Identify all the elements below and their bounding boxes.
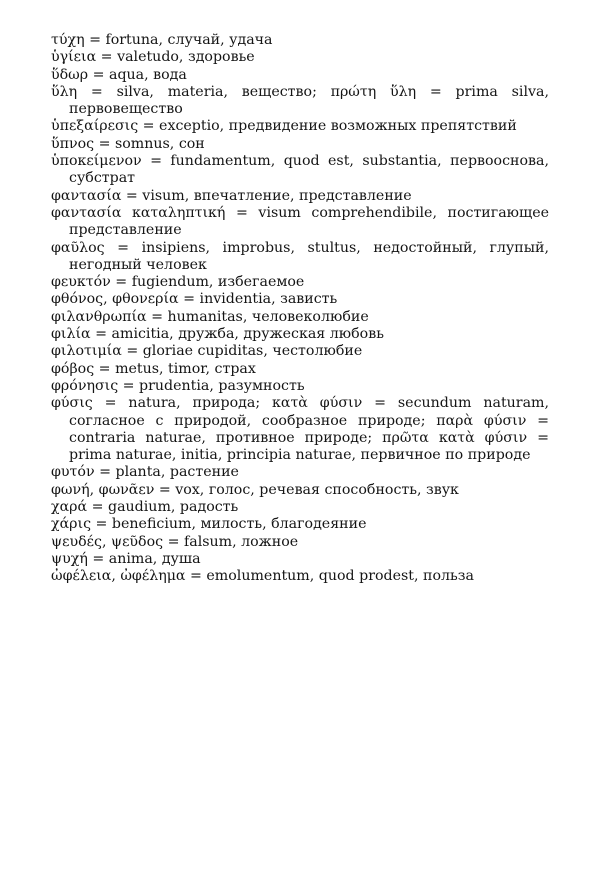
glossary-entry-opheleia: ὠφέλεια, ὠφέλημα = emolumentum, quod prodest, польза (51, 568, 474, 585)
glossary-entry-phantasia: φαντασία = visum, впечатление, представление (51, 187, 412, 204)
glossary-entry-pseudes: ψευδές, ψεῦδος = falsum, ложное (51, 533, 299, 550)
glossary-entry-hyle: ὕλη = silva, materia, вещество; πρώτη ὕλη = prima silva, первовещество (51, 83, 549, 118)
glossary-entry-psyche: ψυχή = anima, душа (51, 550, 201, 567)
glossary-entry-phantasia-kataleptike: φαντασία καταληπτική = visum comprehendibile, постигающее представление (51, 204, 549, 239)
glossary-entry-phronesis: φρόνησις = prudentia, разумность (51, 377, 305, 394)
glossary-entry-pheukton: φευκτόν = fugiendum, избегаемое (51, 274, 305, 291)
glossary-entry-hypnos: ὕπνος = somnus, сон (51, 135, 205, 152)
glossary-entry-philanthropia: φιλανθρωπία = humanitas, человеколюбие (51, 308, 369, 325)
glossary-entry-phyton: φυτόν = planta, растение (51, 464, 239, 481)
glossary-entry-physis: φύσις = natura, природа; κατὰ φύσιν = secundum naturam, согласное с природой, сообразное природе; παρὰ φύσιν = contraria naturae, противное природе; πρῶτα κατὰ φύσιν = prima naturae, initia, principia naturae, первичное по природе (51, 395, 549, 464)
glossary-page (51, 32, 549, 586)
glossary-entry-phone: φωνή, φωνᾶεν = vox, голос, речевая способность, звук (51, 481, 459, 498)
glossary-entry-phobos: φόβος = metus, timor, страх (51, 360, 256, 377)
glossary-entry-hypexairesis: ὑπεξαίρεσις = exceptio, предвидение возможных препятствий (51, 118, 517, 135)
glossary-entry-phaulos: φαῦλος = insipiens, improbus, stultus, недостойный, глупый, негодный человек (51, 239, 549, 273)
glossary-entry-charis: χάρις = beneficium, милость, благодеяние (51, 516, 367, 533)
glossary-entry-philia: φιλία = amicitia, дружба, дружеская любовь (51, 326, 384, 343)
glossary-entry-hygieia: ὑγίεια = valetudo, здоровье (51, 49, 255, 66)
glossary-entry-tyche: τύχη = fortuna, случай, удача (51, 32, 273, 48)
glossary-entry-chara: χαρά = gaudium, радость (51, 499, 239, 516)
glossary-entry-hydor: ὕδωρ = aqua, вода (51, 66, 187, 83)
glossary-entry-philotimia: φιλοτιμία = gloriae cupiditas, честолюбие (51, 343, 363, 360)
glossary-entry-phthonos: φθόνος, φθονερία = invidentia, зависть (51, 291, 338, 308)
glossary-entry-hypokeimenon: ὑποκείμενον = fundamentum, quod est, substantia, первооснова, субстрат (51, 153, 549, 187)
